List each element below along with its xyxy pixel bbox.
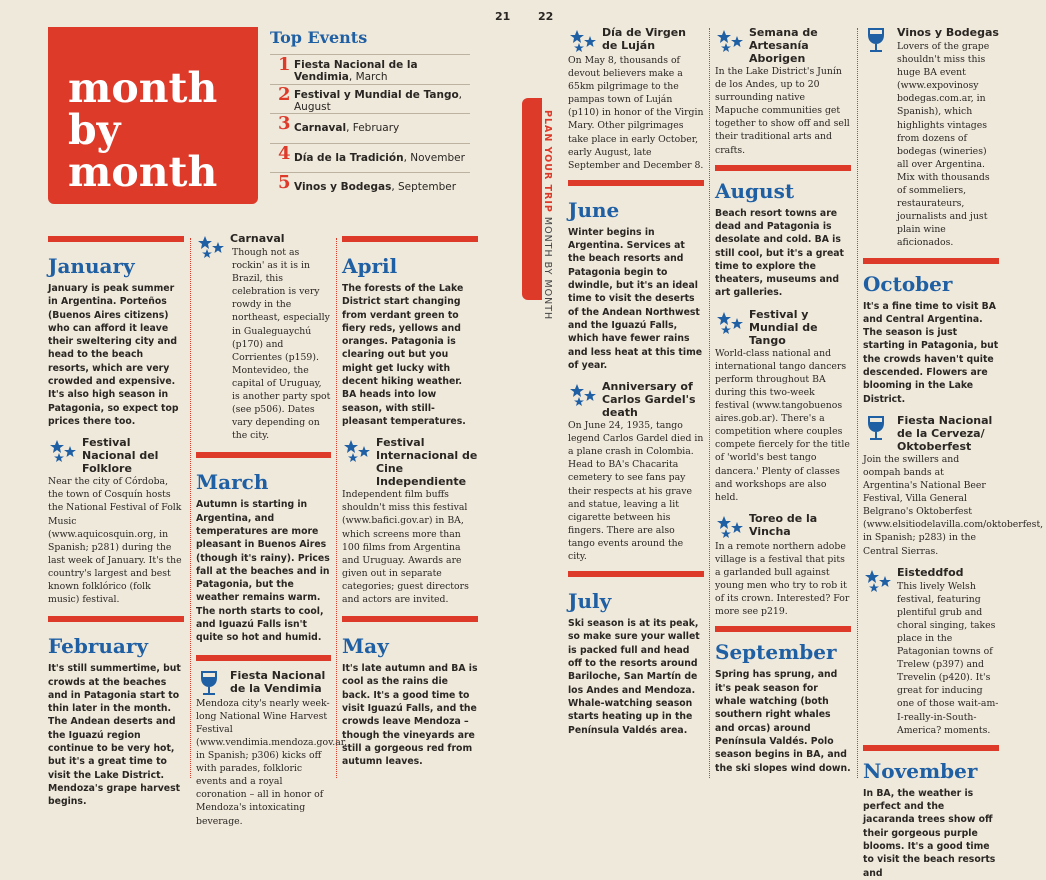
top-event-item: 3 Carnaval, February — [270, 113, 470, 143]
event-artesania: Semana de Artesanía Aborigen In the Lake District's Junín de los Andes, up to 20 surrounding native Mapuche communities get together to show off and sell their traditional arts and crafts. — [715, 26, 850, 156]
month-heading-february: February — [48, 634, 149, 659]
month-heading-october: October — [863, 271, 953, 296]
page-number-left: 21 — [495, 10, 511, 23]
column-1 — [48, 236, 184, 808]
month-text-march: Autumn is starting in Argentina, and temperatures are more pleasant in Buenos Aires (though it's rainy). Prices fall at the beaches and in Patagonia, but the weather remains warm. The north starts to cool, and Iguazú Falls isn't quite so hot and humid. — [196, 499, 330, 644]
column-5 — [715, 26, 851, 775]
event-gardel: Anniversary of Carlos Gardel's death On June 24, 1935, tango legend Carlos Gardel died in a plane crash in Colombia. Head to BA's Chacarita cemetery to see fans pay their respects at his grave and statue, leaving a lit cigarette between his fingers. There are also tango events around the city. — [568, 380, 704, 563]
fireworks-icon — [568, 26, 602, 54]
month-heading-august: August — [715, 178, 795, 203]
fireworks-icon — [715, 308, 749, 336]
fireworks-icon — [568, 380, 602, 408]
event-vendimia: Fiesta Nacional de la Vendimia Mendoza city's nearly week-long National Wine Harvest Festival (www.vendimia.mendoza.gov.ar, in Spanish; p306) kicks off with parades, folkloric events and a royal coronation – all in honor of Mendoza's intoxicating beverage. — [196, 668, 348, 827]
top-events-list — [270, 54, 470, 202]
event-cerveza: Fiesta Nacional de la Cerveza/ Oktoberfest Join the swillers and oompah bands at Argentina's National Beer Festival, Villa General Belgrano's Oktoberfest (www.elsitiodelavilla.com/oktoberfest, in Spanish; p283) in the Central Sierras. — [863, 413, 1044, 557]
wine-glass-icon — [196, 669, 230, 697]
column-4 — [568, 26, 704, 737]
fireworks-icon — [48, 436, 82, 464]
event-tango: Festival y Mundial de Tango World-class national and international tango dancers perform throughout BA during this two-week festival (www.tangobuenos aires.gob.ar). There's a competition where couples compete fiercely for the title of 'world's best tango dancera.' Plenty of classes and workshops are also held. — [715, 307, 850, 503]
fireworks-icon — [196, 232, 230, 260]
month-heading-july: July — [568, 589, 612, 614]
column-2 — [196, 232, 348, 828]
fireworks-icon — [863, 566, 897, 594]
event-lujan: Día de Virgen de Luján On May 8, thousands of devout believers make a 65km pilgrimage to the pampas town of Luján (p110) in honor of the Virgin Mary. Other pilgrimages take place in early October, early August, late September and December 8. — [568, 26, 704, 171]
wine-glass-icon — [863, 414, 897, 442]
event-carnaval: Carnaval Though not as rockin' as it is in Brazil, this celebration is very rowdy in the northeast, especially in Gualeguaychú (p170) and Corrientes (p159). Montevideo, the capital of Uruguay, is another party spot (see p506). Dates vary depending on the city. — [196, 232, 331, 442]
fireworks-icon — [715, 512, 749, 540]
event-cine: Festival Internacional de Cine Independiente Independent film buffs shouldn't miss this festival (www.bafici.gov.ar) in BA, which screens more than 100 films from Argentina and Uruguay. Awards are given out in separate categories; guest directors and actors are invited. — [342, 436, 478, 606]
event-folklore: Festival Nacional del Folklore Near the city of Córdoba, the town of Cosquín hosts the National Festival of Folk Music (www.aquicosquin.org, in Spanish; p281) during the last week of January. It's the country's largest and best known folklórico (folk music) festival. — [48, 436, 182, 606]
fireworks-icon — [342, 436, 376, 464]
month-heading-march: March — [196, 470, 269, 495]
month-heading-april: April — [342, 254, 398, 278]
month-heading-january: January — [48, 254, 135, 278]
month-heading-june: June — [568, 197, 620, 222]
month-text-november: In BA, the weather is perfect and the jacaranda trees show off their gorgeous purple blooms. It's a good time to visit the beach resorts and — [863, 787, 996, 879]
event-vinos: Vinos y Bodegas Lovers of the grape shouldn't miss this huge BA event (www.expovinosy bodegas.com.ar, in Spanish), which highlights vintages from dozens of bodegas (wineries) all over Argentina. Mix with thousands of sommeliers, restaurateurs, journalists and just plain wine aficionados. — [863, 26, 999, 250]
month-text-july: Ski season is at its peak, so make sure your wallet is packed full and head off to the resorts around Bariloche, San Martín de los Andes and Mendoza. Whale-watching season starts heating up in the Península Valdés area. — [568, 618, 700, 736]
month-text-april: The forests of the Lake District start changing from verdant green to fiery reds, yellows and oranges. Patagonia is clearing out but you might get lucky with decent hiking weather. BA heads into low season, with still-pleasant temperatures. — [342, 283, 466, 427]
top-event-item: 2 Festival y Mundial de Tango, August — [270, 84, 470, 114]
fireworks-icon — [715, 26, 749, 54]
page-title: month by month — [48, 27, 258, 204]
month-text-august: Beach resort towns are dead and Patagonia is desolate and cold. BA is still cool, but it's a great time to explore the theaters, museums and art galleries. — [715, 207, 844, 299]
event-toreo: Toreo de la Vincha In a remote northern adobe village is a festival that pits a garlanded bull against young men who try to rob it of its crown. Interested? For more see p219. — [715, 511, 850, 618]
top-event-item: 4 Día de la Tradición, November — [270, 143, 470, 173]
page-number-right: 22 — [538, 10, 554, 23]
section-tab-label: PLAN YOUR TRIP MONTH BY MONTH — [542, 110, 553, 321]
month-heading-november: November — [863, 758, 978, 783]
column-6 — [863, 26, 1044, 880]
section-tab — [522, 98, 542, 300]
month-heading-may: May — [342, 634, 389, 659]
month-text-january: January is peak summer in Argentina. Porteños (Buenos Aires citizens) who can afford it leave their sweltering city and head to the beach resorts, which are very crowded and expensive. It's also high season in Patagonia, so expect top prices there too. — [48, 283, 179, 427]
wine-glass-icon — [863, 26, 897, 54]
month-heading-september: September — [715, 640, 837, 665]
top-event-item: 1 Fiesta Nacional de la Vendimia, March — [270, 54, 470, 84]
column-3 — [342, 236, 478, 768]
month-text-october: It's a fine time to visit BA and Central Argentina. The season is just starting in Patagonia, but the crowds haven't quite descended. Flowers are blooming in the Lake District. — [863, 300, 999, 405]
top-events-heading: Top Events — [270, 28, 368, 47]
month-text-september: Spring has sprung, and it's peak season for whale watching (both southern right whales and orcas) around Península Valdés. Polo season begins in BA, and the ski slopes wind down. — [715, 669, 851, 774]
event-eisteddfod: Eisteddfod This lively Welsh festival, featuring plentiful grub and choral singing, takes place in the Patagonian towns of Trelew (p397) and Trevelin (p420). It's great for inducing one of those wait-am-I-really-in-South-America? moments. — [863, 566, 999, 737]
month-text-february: It's still summertime, but crowds at the beaches and in Patagonia start to thin later in the month. The Andean deserts and the Iguazú region continue to be very hot, but it's a great time to visit the Lake District. Mendoza's grape harvest begins. — [48, 663, 181, 808]
top-event-item: 5 Vinos y Bodegas, September — [270, 172, 470, 202]
month-text-may: It's late autumn and BA is cool as the rains die back. It's a good time to visit Iguazú Falls, and the crowds leave Mendoza – though the vineyards are still a gorgeous red from autumn leaves. — [342, 663, 478, 768]
month-text-june: Winter begins in Argentina. Services at the beach resorts and Patagonia begin to dwindle, but it's an ideal time to visit the deserts of the Andean Northwest and the Iguazú Falls, which have fewer rains and less heat at this time of year. — [568, 226, 703, 371]
